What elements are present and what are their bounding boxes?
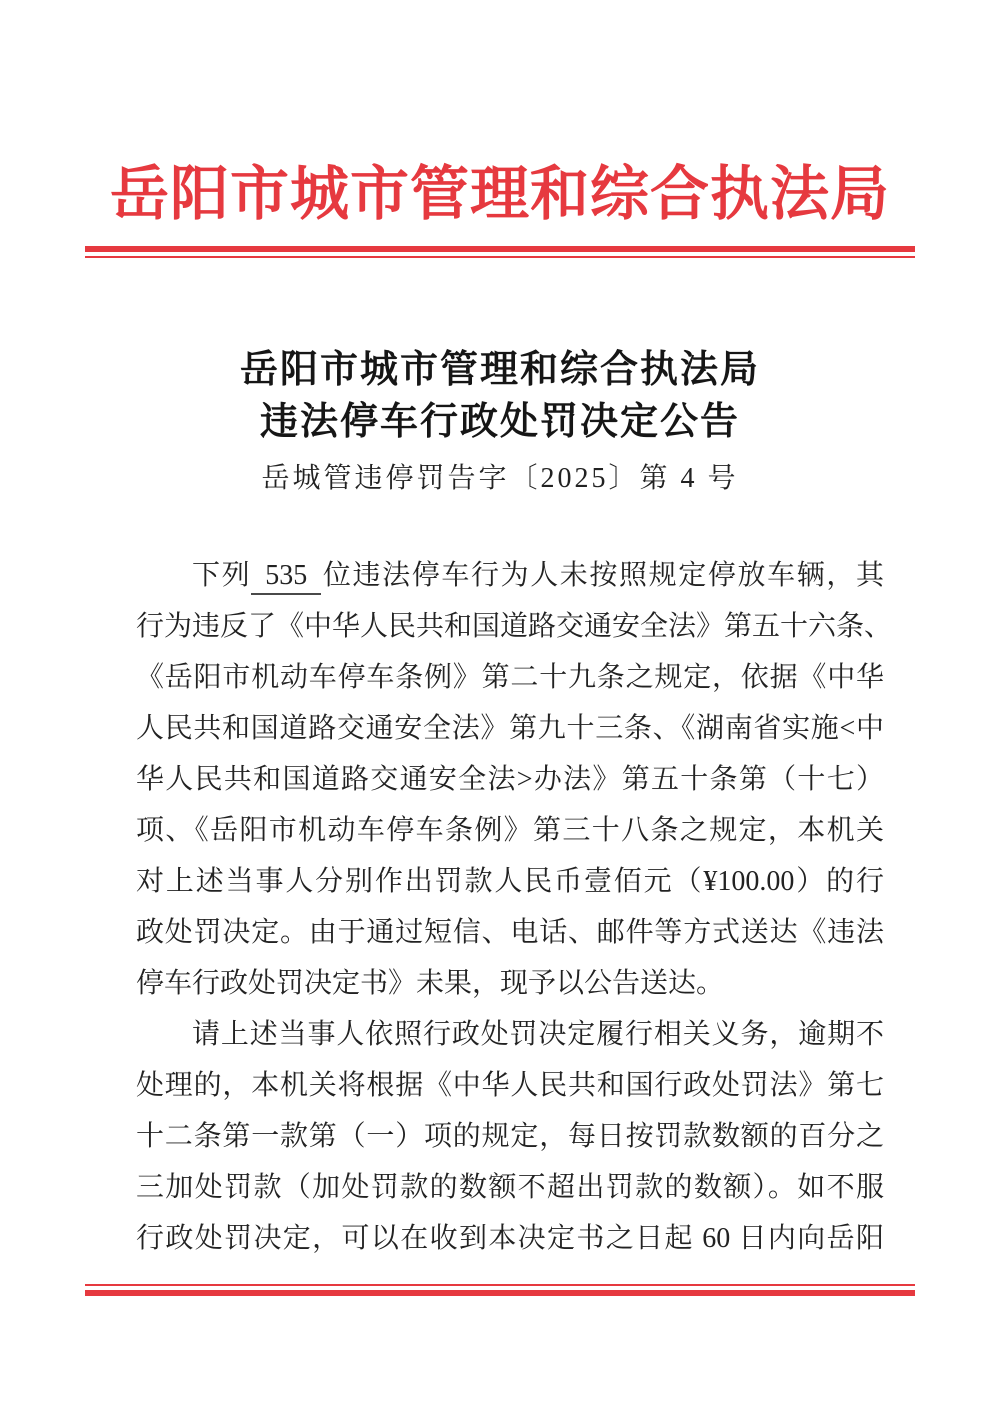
notice-title (0, 344, 1000, 448)
notice-title-line2: 违法停车行政处罚决定公告 (259, 401, 740, 443)
body-line-13: 三加处罚款（加处罚款的数额不超出罚款的数额）。如不服 (136, 1172, 884, 1203)
notice-title-line1: 岳阳市城市管理和综合执法局 (239, 349, 760, 391)
body-line-1 (136, 550, 884, 601)
body-line-3: 《岳阳市机动车停车条例》第二十九条之规定，依据《中华 (136, 662, 884, 693)
body-line-14: 行政处罚决定，可以在收到本决定书之日起 60 日内向岳阳 (136, 1223, 884, 1254)
letterhead-divider-thin-line (85, 256, 915, 258)
body-line-10: 请上述当事人依照行政处罚决定履行相关义务，逾期不 (192, 1019, 884, 1050)
letterhead-agency-name: 岳阳市城市管理和综合执法局 (109, 161, 890, 227)
doc-number: 岳城管违停罚告字〔2025〕第 4 号 (261, 463, 739, 494)
notice-body (136, 550, 893, 1264)
footer-divider-thin-line (85, 1284, 915, 1286)
letterhead-divider (85, 246, 915, 258)
body-line-6: 项、《岳阳市机动车停车条例》第三十八条之规定，本机关 (136, 815, 884, 846)
body-line-9: 停车行政处罚决定书》未果，现予以公告送达。 (136, 968, 725, 999)
body-line-11: 处理的，本机关将根据《中华人民共和国行政处罚法》第七 (136, 1070, 884, 1101)
footer-divider (85, 1284, 915, 1296)
body-line-5: 华人民共和国道路交通安全法>办法》第五十条第（十七） (136, 764, 884, 795)
para1-lead: 下列 (192, 560, 252, 591)
body-line-8: 政处罚决定。由于通过短信、电话、邮件等方式送达《违法 (136, 917, 884, 948)
body-line-4: 人民共和国道路交通安全法》第九十三条、《湖南省实施<中 (136, 713, 884, 744)
footer-divider-thick-line (85, 1290, 915, 1296)
body-line-12: 十二条第一款第（一）项的规定，每日按罚款数额的百分之 (136, 1121, 884, 1152)
body-line-2: 行为违反了《中华人民共和国道路交通安全法》第五十六条、 (136, 611, 893, 642)
letterhead-divider-thick-line (85, 246, 915, 252)
body-line-7: 对上述当事人分别作出罚款人民币壹佰元（¥100.00）的行 (136, 866, 884, 897)
para1-rest: 位违法停车行为人未按照规定停放车辆，其 (321, 560, 884, 591)
violator-count: 535 (251, 559, 321, 595)
